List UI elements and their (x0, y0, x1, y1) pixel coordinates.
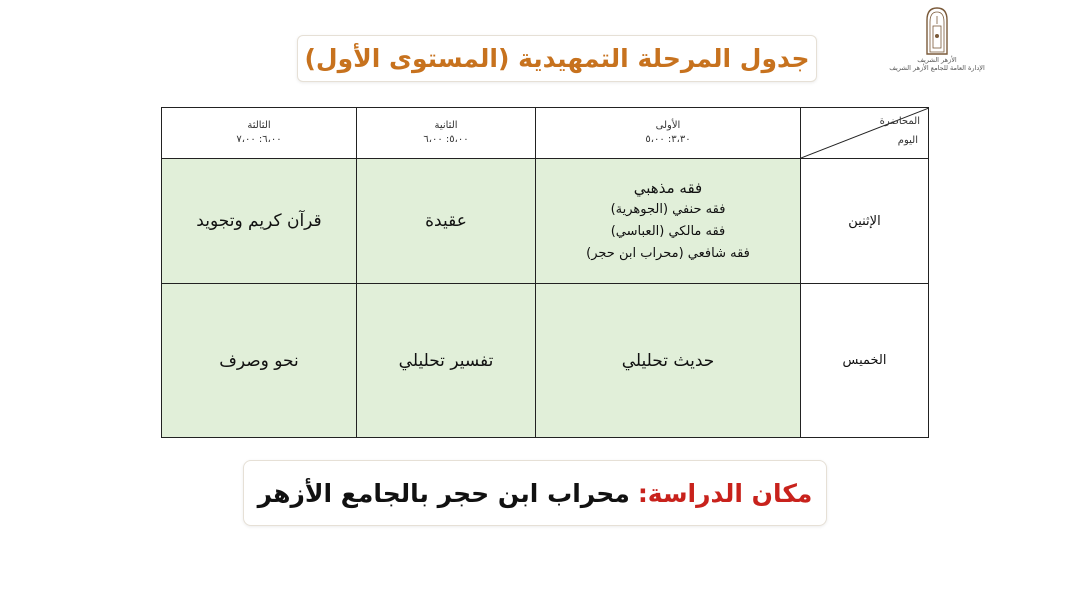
day-cell: الإثنين (801, 159, 929, 284)
session-time: ٣،٣٠: ٥،٠٠ (645, 134, 691, 145)
page-title: جدول المرحلة التمهيدية (المستوى الأول) (304, 44, 810, 73)
session-header-2 (357, 108, 536, 159)
corner-cell (801, 108, 929, 159)
table-row-monday (162, 159, 929, 284)
session-name: الثانية (434, 120, 458, 131)
subject-cell-first: حديث تحليلي (536, 284, 801, 438)
logo-line-1: الأزهر الشريف (917, 56, 957, 64)
corner-lecture-label: المحاضرة (879, 116, 920, 127)
schedule-table (161, 107, 929, 438)
subject-line: فقه شافعي (محراب ابن حجر) (586, 246, 750, 261)
azhar-logo (852, 6, 1022, 84)
location-label: مكان الدراسة: (637, 478, 813, 508)
subject-cell-third: قرآن كريم وتجويد (162, 159, 357, 284)
corner-day-label: اليوم (897, 135, 918, 146)
subject-line: فقه مالكي (العباسي) (610, 224, 726, 239)
logo-line-2: الإدارة العامة للجامع الأزهر الشريف (889, 64, 985, 72)
session-time: ٦،٠٠: ٧،٠٠ (236, 134, 282, 145)
location-box (243, 460, 827, 526)
session-time: ٥،٠٠: ٦،٠٠ (423, 134, 469, 145)
table-row-thursday (162, 284, 929, 438)
subject-cell-second: تفسير تحليلي (357, 284, 536, 438)
title-box (297, 35, 817, 82)
location-value: محراب ابن حجر بالجامع الأزهر (257, 478, 630, 508)
session-header-3 (162, 108, 357, 159)
azhar-emblem-icon (925, 6, 949, 56)
session-name: الثالثة (247, 120, 271, 131)
session-name: الأولى (655, 120, 681, 131)
subject-line: فقه مذهبي (633, 179, 703, 197)
header-row (162, 108, 929, 159)
session-header-1 (536, 108, 801, 159)
subject-line: فقه حنفي (الجوهرية) (610, 202, 726, 217)
day-cell: الخميس (801, 284, 929, 438)
subject-cell-first (536, 159, 801, 284)
subject-cell-second: عقيدة (357, 159, 536, 284)
subject-cell-third: نحو وصرف (162, 284, 357, 438)
